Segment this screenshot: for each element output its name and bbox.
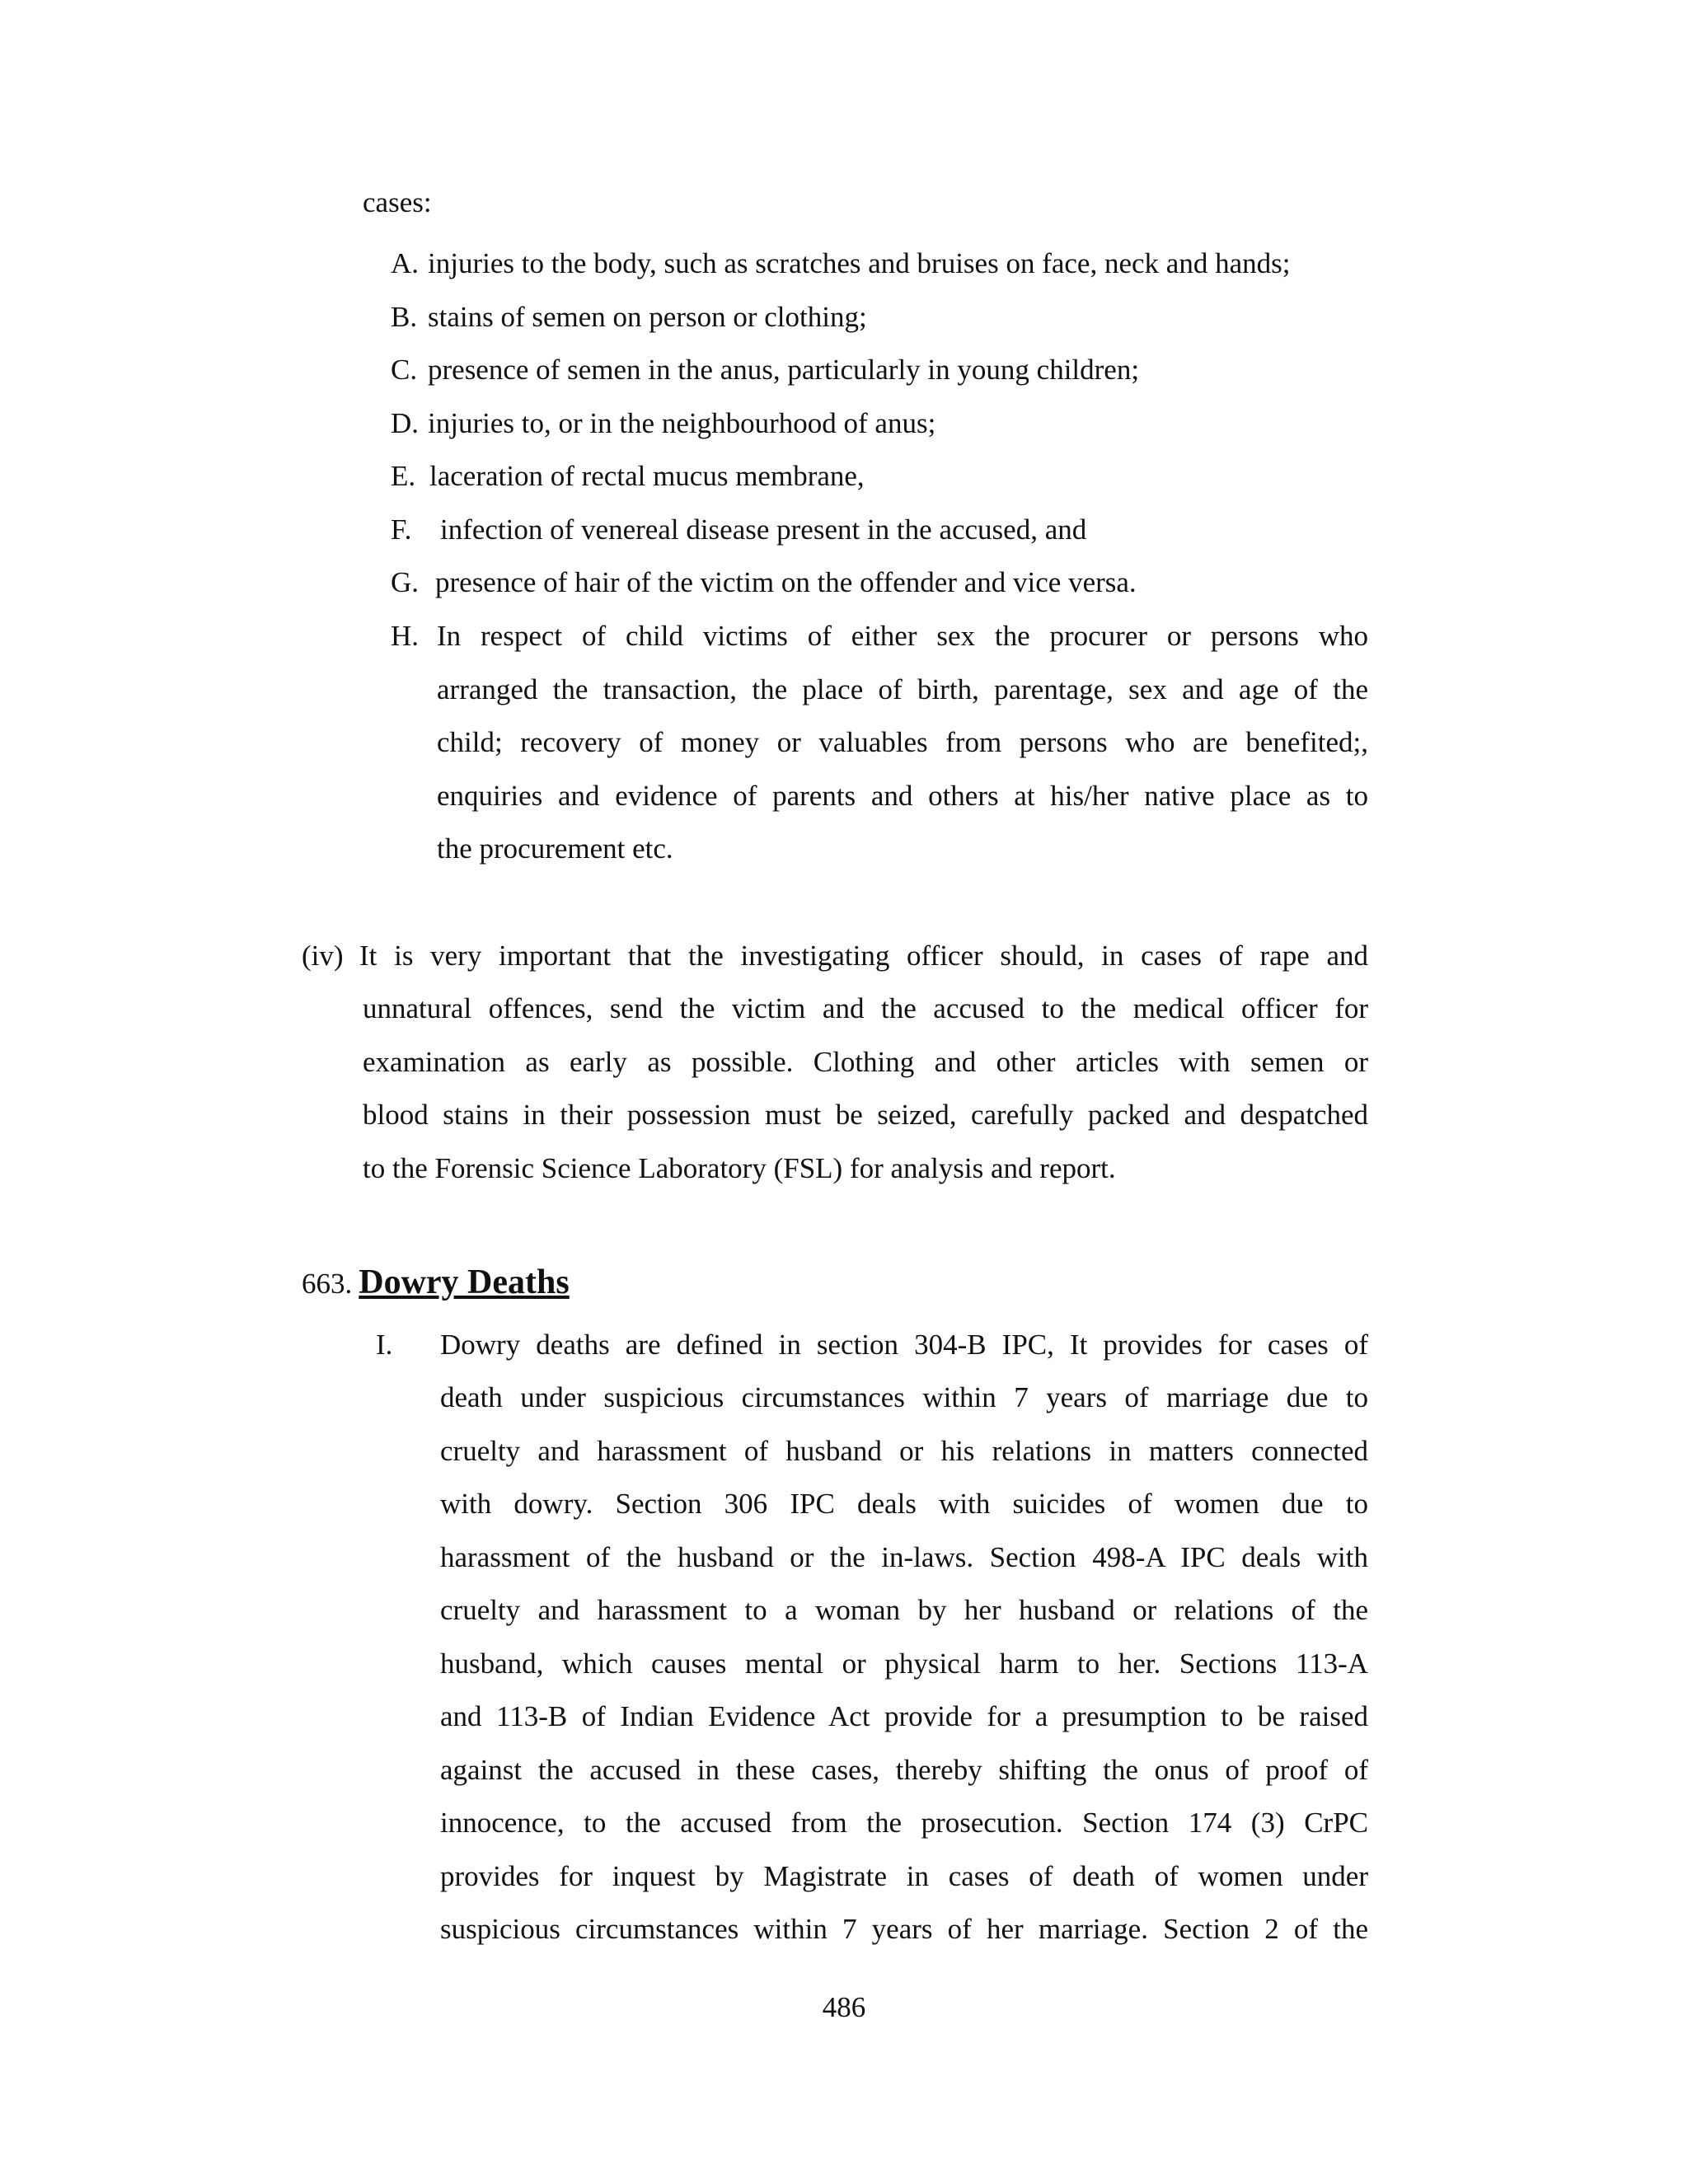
list-marker: C. [391, 354, 418, 386]
item-h-line: arranged the transaction, the place of birth, parentage, sex and age of the [437, 673, 1368, 705]
paragraph-line: provides for inquest by Magistrate in cases of death of women under [440, 1860, 1368, 1892]
paragraph-line: to the Forensic Science Laboratory (FSL) for analysis and report. [363, 1152, 1116, 1184]
paragraph-line: cruelty and harassment to a woman by her husband or relations of the [440, 1594, 1368, 1626]
paragraph-line: and 113-B of Indian Evidence Act provide for a presumption to be raised [440, 1700, 1368, 1732]
list-marker: F. [391, 513, 412, 546]
list-item-text: presence of hair of the victim on the offender and vice versa. [435, 566, 1137, 598]
list-marker: B. [391, 301, 418, 333]
paragraph-line: Dowry deaths are defined in section 304-B IPC, It provides for cases of [440, 1329, 1368, 1361]
list-item-text: injuries to the body, such as scratches and bruises on face, neck and hands; [428, 247, 1291, 279]
list-item-text: stains of semen on person or clothing; [428, 301, 867, 333]
list-item-text: injuries to, or in the neighbourhood of anus; [428, 407, 936, 439]
paragraph-line: cruelty and harassment of husband or his relations in matters connected [440, 1435, 1368, 1467]
section-number: 663. [302, 1268, 353, 1300]
item-h-line: the procurement etc. [437, 832, 673, 865]
paragraph-line: husband, which causes mental or physical harm to her. Sections 113-A [440, 1647, 1368, 1680]
paragraph-marker: (iv) [302, 940, 344, 972]
list-marker: H. [391, 620, 420, 652]
paragraph-line: against the accused in these cases, thereby shifting the onus of proof of [440, 1754, 1368, 1786]
paragraph-line: harassment of the husband or the in-laws. Section 498-A IPC deals with [440, 1541, 1368, 1573]
paragraph-line: death under suspicious circumstances within 7 years of marriage due to [440, 1381, 1368, 1413]
item-h-line: child; recovery of money or valuables from persons who are benefited;, [437, 726, 1368, 758]
list-marker: D. [391, 407, 420, 439]
paragraph-line: It is very important that the investigating officer should, in cases of rape and [359, 940, 1368, 972]
list-marker: G. [391, 566, 420, 598]
list-item-text: presence of semen in the anus, particularly in young children; [428, 354, 1140, 386]
paragraph-line: suspicious circumstances within 7 years of her marriage. Section 2 of the [440, 1913, 1368, 1945]
item-h-line: enquiries and evidence of parents and others at his/her native place as to [437, 780, 1368, 812]
item-h-line: In respect of child victims of either sex the procurer or persons who [437, 620, 1368, 652]
list-item-text: infection of venereal disease present in the accused, and [440, 513, 1087, 546]
paragraph-line: unnatural offences, send the victim and the accused to the medical officer for [363, 992, 1368, 1024]
section-heading [302, 1265, 570, 1300]
paragraph-line: examination as early as possible. Clothing and other articles with semen or [363, 1046, 1368, 1078]
paragraph-line: blood stains in their possession must be seized, carefully packed and despatched [363, 1099, 1368, 1131]
paragraph-line: with dowry. Section 306 IPC deals with suicides of women due to [440, 1488, 1368, 1520]
list-marker: E. [391, 460, 416, 492]
page-number: 486 [822, 1991, 866, 2023]
section-title: Dowry Deaths [359, 1263, 570, 1301]
list-item-text: laceration of rectal mucus membrane, [429, 460, 865, 492]
paragraph-marker: I. [376, 1329, 393, 1361]
paragraph-line: innocence, to the accused from the prosecution. Section 174 (3) CrPC [440, 1807, 1368, 1839]
list-marker: A. [391, 247, 420, 279]
cases-label: cases: [363, 186, 432, 218]
